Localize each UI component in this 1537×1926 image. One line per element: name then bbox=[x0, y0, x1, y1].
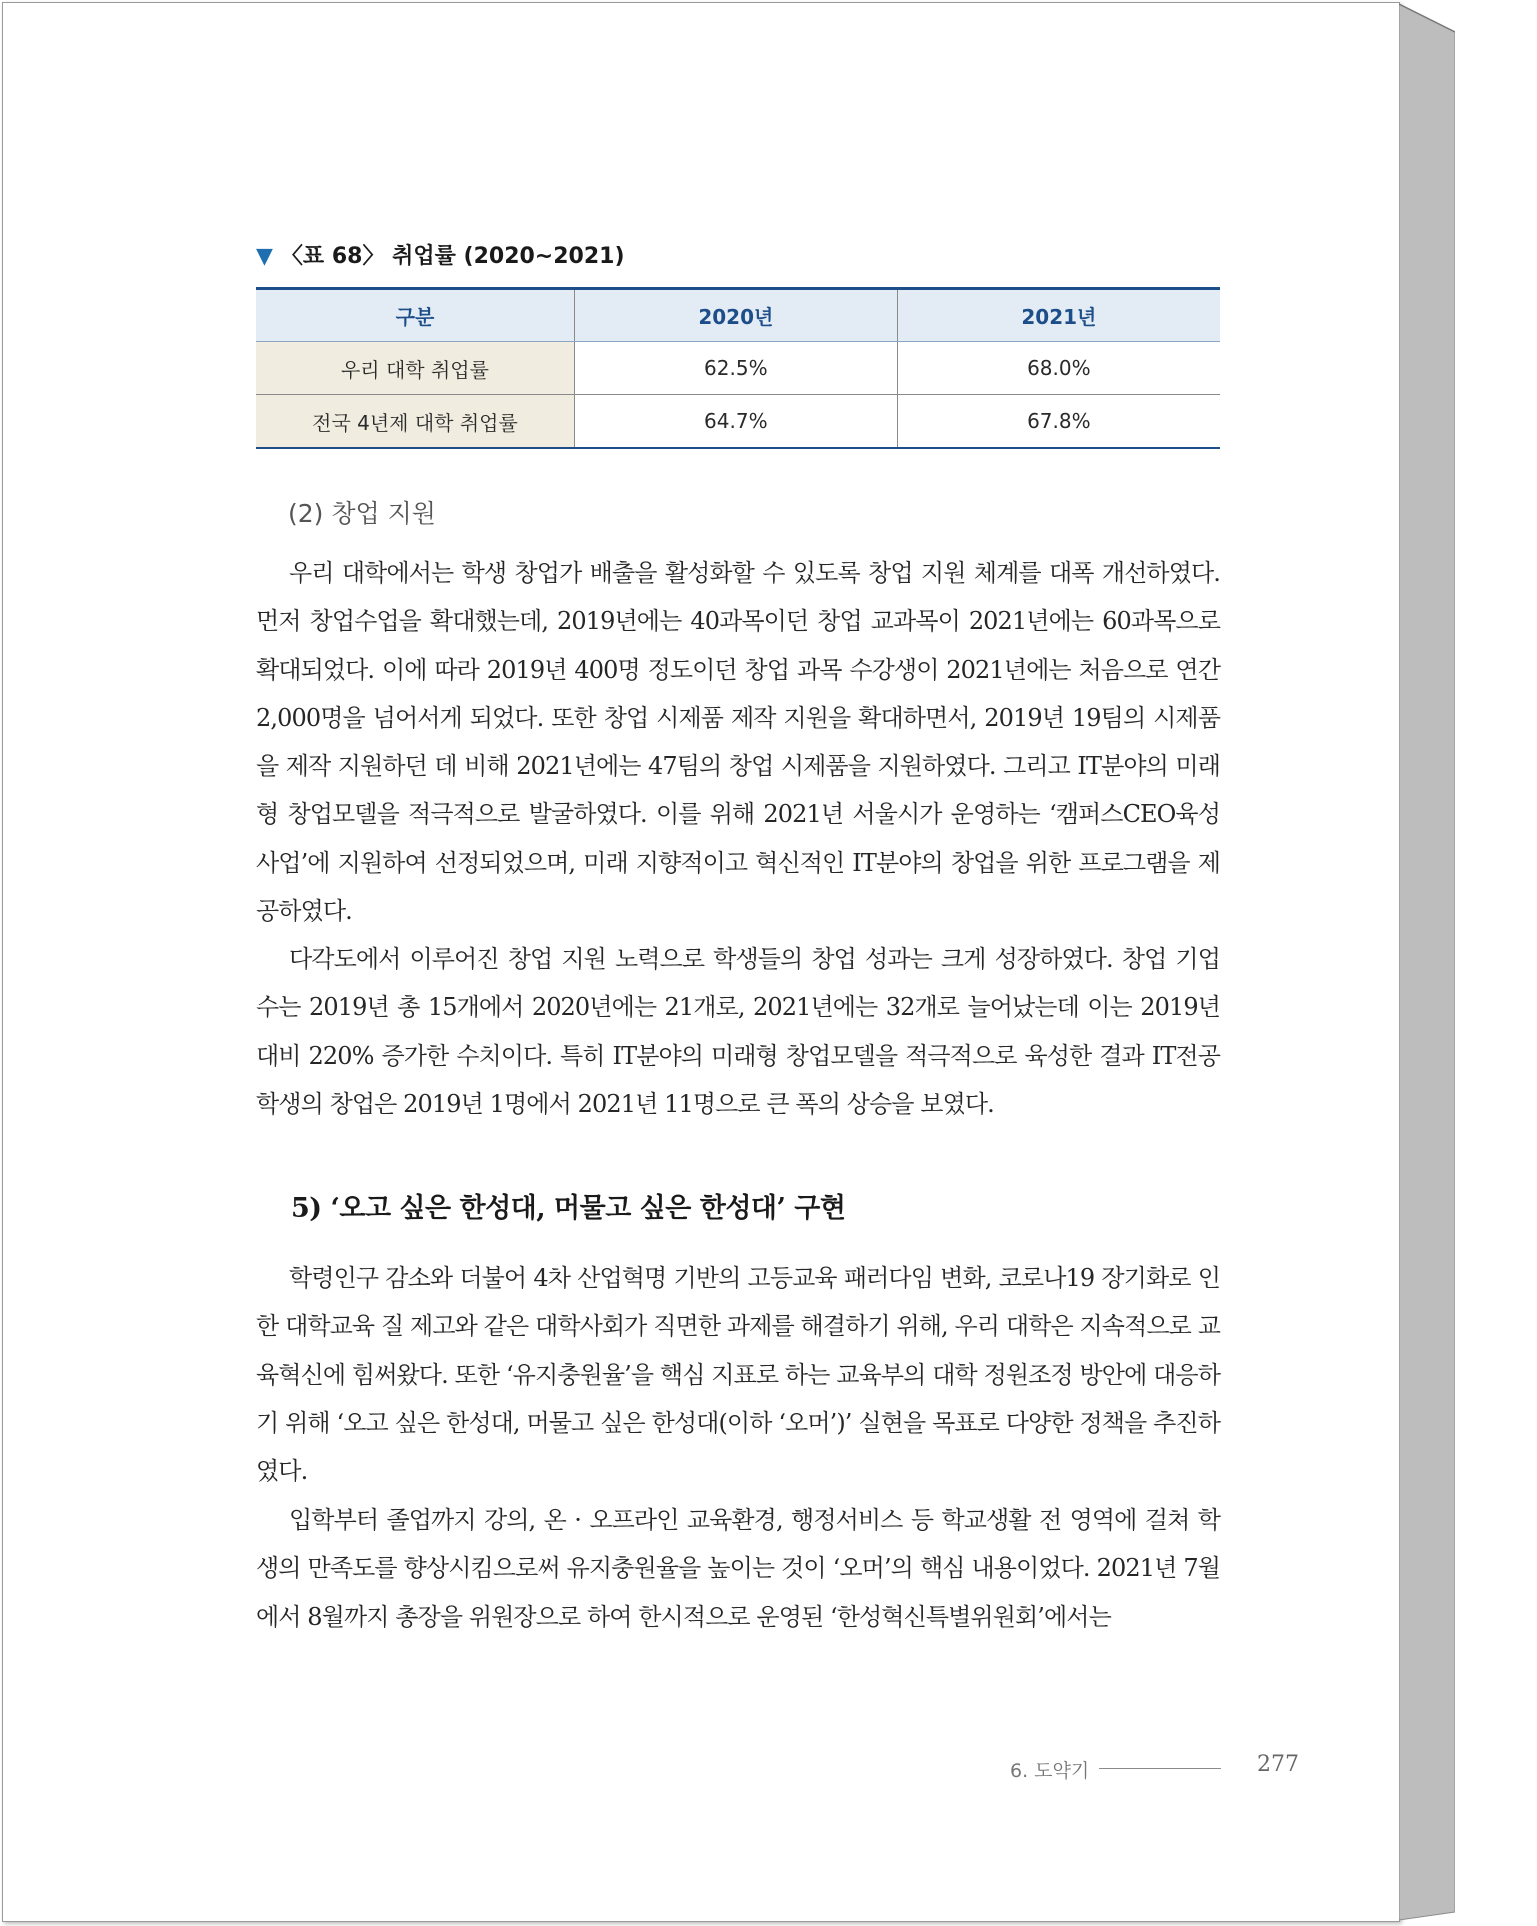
section-heading: 5) ‘오고 싶은 한성대, 머물고 싶은 한성대’ 구현 bbox=[291, 1193, 846, 1224]
footer-chapter-label: 6. 도약기 bbox=[1010, 1760, 1090, 1782]
table-row bbox=[256, 395, 1220, 449]
table-row-label: 전국 4년제 대학 취업률 bbox=[256, 395, 574, 449]
table-header-row bbox=[256, 289, 1220, 342]
table-header-cell: 구분 bbox=[256, 289, 574, 342]
paragraph: 학령인구 감소와 더불어 4차 산업혁명 기반의 고등교육 패러다임 변화, 코로나19 장기화로 인한 대학교육 질 제고와 같은 대학사회가 직면한 과제를 해결하기 위해, 우리 대학은 지속적으로 교육혁신에 힘써왔다. 또한 ‘유지충원율’을 핵심 지표로 하는 교육부의 대학 정원조정 방안에 대응하기 위해 ‘오고 싶은 한성대, 머물고 싶은 한성대(이하 ‘오머’)’ 실현을 목표로 다양한 정책을 추진하였다. bbox=[256, 1264, 1220, 1486]
table-row-label: 우리 대학 취업률 bbox=[256, 342, 574, 395]
paragraph: 다각도에서 이루어진 창업 지원 노력으로 학생들의 창업 성과는 크게 성장하였다. 창업 기업 수는 2019년 총 15개에서 2020년에는 21개로, 2021년에는 32개로 늘어났는데 이는 2019년 대비 220% 증가한 수치이다. 특히 IT분야의 미래형 창업모델을 적극적으로 육성한 결과 IT전공 학생의 창업은 2019년 1명에서 2021년 11명으로 큰 폭의 상승을 보였다. bbox=[256, 945, 1220, 1118]
page-number: 277 bbox=[1257, 1752, 1299, 1777]
table-header-cell: 2020년 bbox=[574, 289, 897, 342]
table-cell: 68.0% bbox=[897, 342, 1220, 395]
table-cell: 67.8% bbox=[897, 395, 1220, 449]
footer-divider bbox=[1099, 1768, 1221, 1769]
paragraph: 입학부터 졸업까지 강의, 온 · 오프라인 교육환경, 행정서비스 등 학교생활 전 영역에 걸쳐 학생의 만족도를 향상시킴으로써 유지충원율을 높이는 것이 ‘오머’의 핵심 내용이었다. 2021년 7월에서 8월까지 총장을 위원장으로 하여 한시적으로 운영된 ‘한성혁신특별위원회’에서는 bbox=[256, 1506, 1220, 1631]
table-caption-text: 〈표 68〉 취업률 (2020~2021) bbox=[280, 244, 625, 269]
book-page bbox=[2, 2, 1400, 1922]
triangle-down-icon: ▼ bbox=[256, 244, 273, 269]
startup-support-heading: (2) 창업 지원 bbox=[288, 499, 436, 528]
paragraph: 우리 대학에서는 학생 창업가 배출을 활성화할 수 있도록 창업 지원 체계를 대폭 개선하였다. 먼저 창업수업을 확대했는데, 2019년에는 40과목이던 창업 교과목이 2021년에는 60과목으로 확대되었다. 이에 따라 2019년 400명 정도이던 창업 과목 수강생이 2021년에는 처음으로 연간 2,000명을 넘어서게 되었다. 또한 창업 시제품 제작 지원을 확대하면서, 2019년 19팀의 시제품을 제작 지원하던 데 비해 2021년에는 47팀의 창업 시제품을 지원하였다. 그리고 IT분야의 미래형 창업모델을 적극적으로 발굴하였다. 이를 위해 2021년 서울시가 운영하는 ‘캠퍼스CEO육성사업’에 지원하여 선정되었으며, 미래 지향적이고 혁신적인 IT분야의 창업을 위한 프로그램을 제공하였다. bbox=[256, 559, 1220, 926]
table-row bbox=[256, 342, 1220, 395]
employment-rate-table bbox=[256, 287, 1220, 449]
table-cell: 64.7% bbox=[574, 395, 897, 449]
table-cell: 62.5% bbox=[574, 342, 897, 395]
table-header-cell: 2021년 bbox=[897, 289, 1220, 342]
table-caption bbox=[256, 239, 625, 270]
book-page-edge bbox=[1399, 0, 1455, 1926]
